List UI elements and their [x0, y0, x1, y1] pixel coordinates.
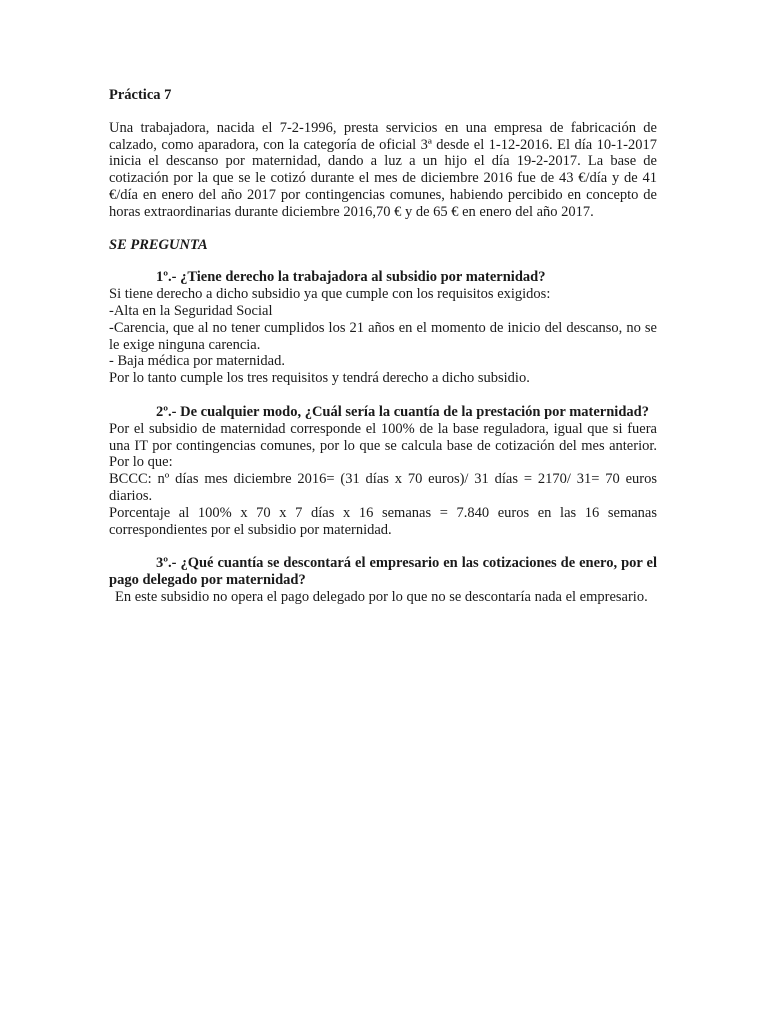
- question-3-section: [109, 555, 657, 605]
- answer-1-line: - Baja médica por maternidad.: [109, 353, 285, 370]
- answer-2-line: Por el subsidio de maternidad corresponde el 100% de la base reguladora, igual que si fuera una IT por contingencias comunes, por lo que se calcula base de cotización del mes anterior. Por lo que:: [109, 420, 657, 471]
- answer-1-line: -Carencia, que al no tener cumplidos los 21 años en el momento de inicio del descanso, no se le exige ninguna carencia.: [109, 319, 657, 353]
- se-pregunta-heading: SE PREGUNTA: [109, 236, 208, 253]
- answer-1-line: Si tiene derecho a dicho subsidio ya que cumple con los requisitos exigidos:: [109, 286, 551, 303]
- question-1-section: [109, 269, 657, 387]
- question-3-heading: 3º.- ¿Qué cuantía se descontará el empresario en las cotizaciones de enero, por el pago delegado por maternidad?: [109, 555, 657, 589]
- answer-3-line: En este subsidio no opera el pago delegado por lo que no se descontaría nada el empresario.: [115, 588, 648, 605]
- document-title: Práctica 7: [109, 87, 172, 103]
- question-1-heading: 1º.- ¿Tiene derecho la trabajadora al subsidio por maternidad?: [156, 269, 546, 286]
- answer-2-line: BCCC: nº días mes diciembre 2016= (31 días x 70 euros)/ 31 días = 2170/ 31= 70 euros diarios.: [109, 471, 657, 504]
- question-2-section: [109, 404, 657, 538]
- question-2-heading: 2º.- De cualquier modo, ¿Cuál sería la cuantía de la prestación por maternidad?: [156, 403, 649, 420]
- intro-paragraph: Una trabajadora, nacida el 7-2-1996, presta servicios en una empresa de fabricación de calzado, como aparadora, con la categoría de oficial 3ª desde el 1-12-2016. El día 10-1-2017 inicia el descanso por maternidad, dando a luz a un hijo el día 19-2-2017. La base de cotización por la que se le cotizó durante el mes de diciembre 2016 fue de 43 €/día y de 41 €/día en enero del año 2017 por contingencias comunes, habiendo percibido en concepto de horas extraordinarias durante diciembre 2016,70 € y de 65 € en enero del año 2017.: [109, 119, 657, 220]
- answer-2-line: Porcentaje al 100% x 70 x 7 días x 16 semanas = 7.840 euros en las 16 semanas correspondientes por el subsidio por maternidad.: [109, 504, 657, 538]
- document-page: [109, 87, 657, 623]
- answer-1-line: -Alta en la Seguridad Social: [109, 302, 273, 319]
- answer-1-line: Por lo tanto cumple los tres requisitos y tendrá derecho a dicho subsidio.: [109, 370, 530, 387]
